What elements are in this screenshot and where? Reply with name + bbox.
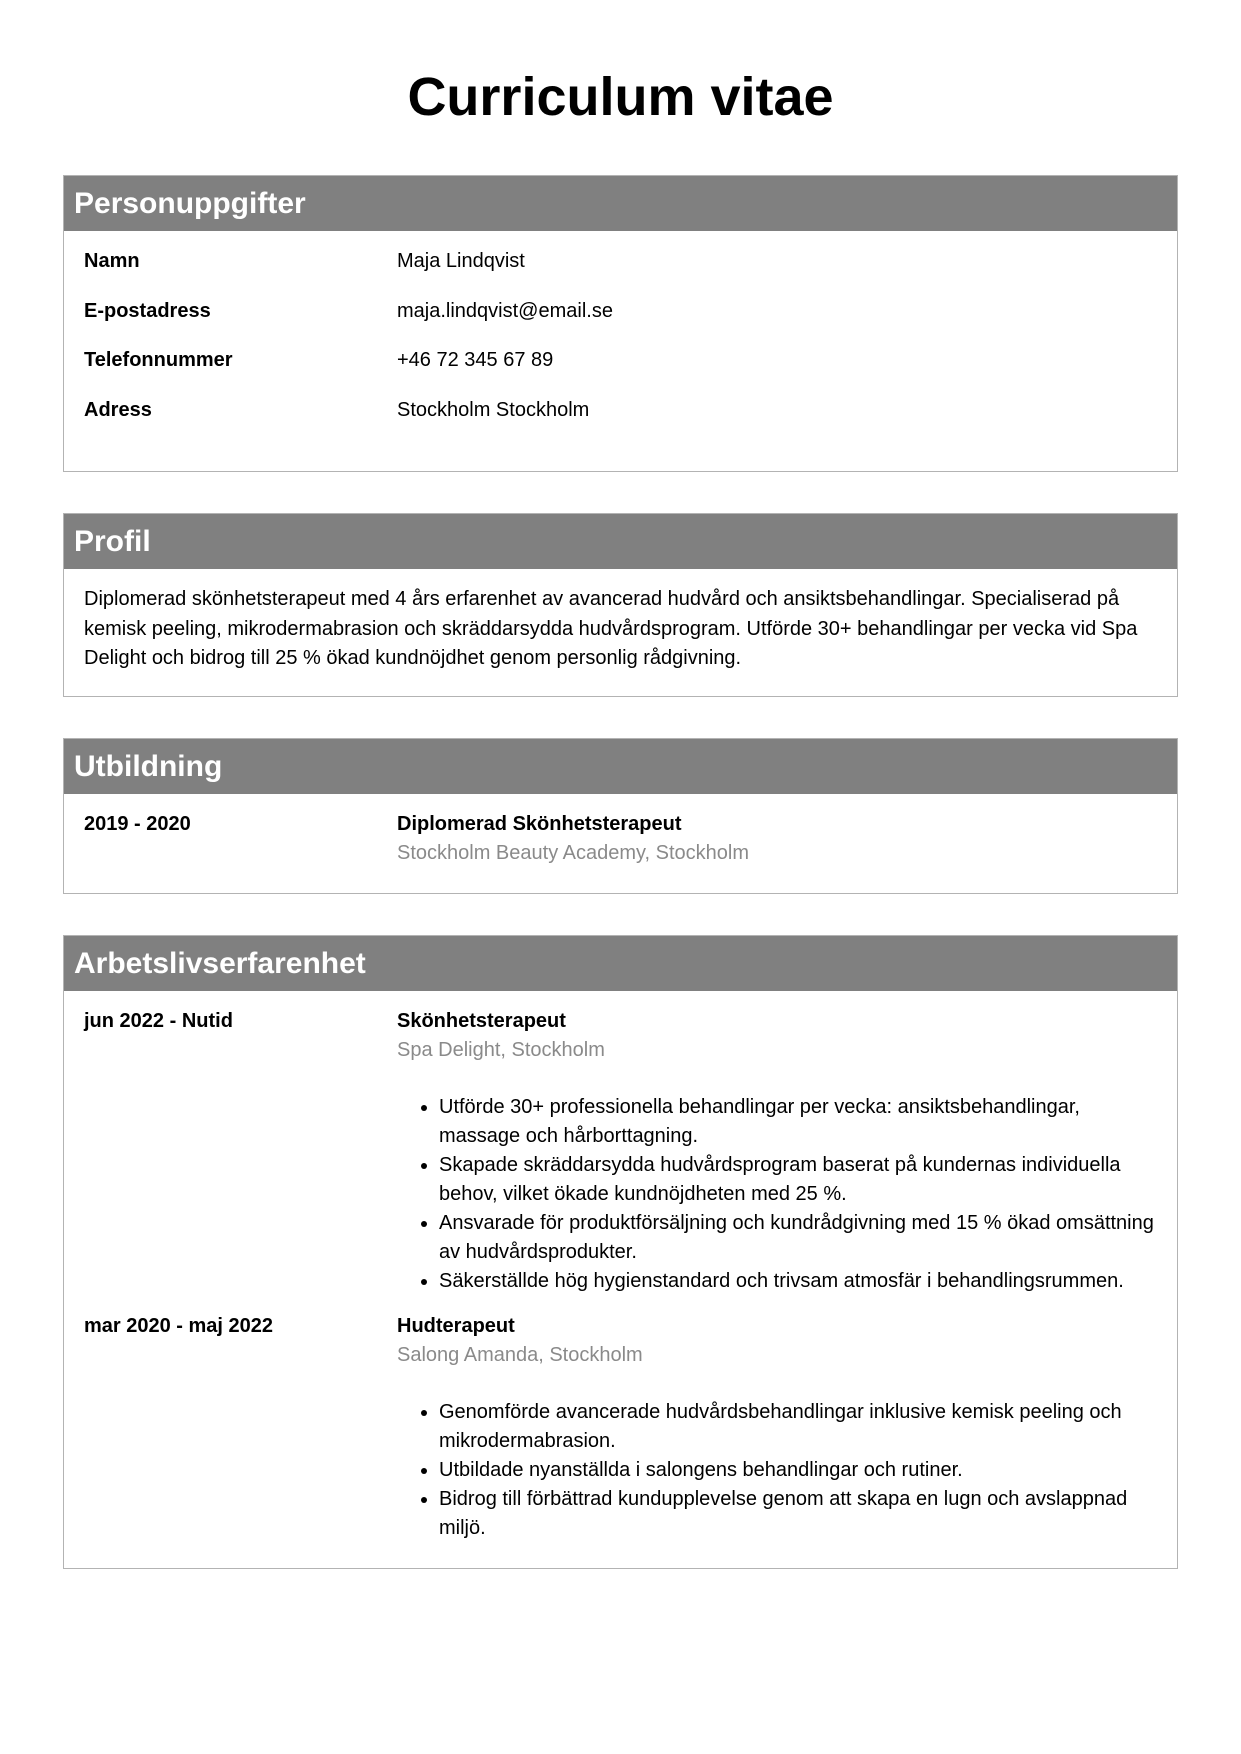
personal-row-email <box>84 297 1157 326</box>
experience-period: jun 2022 - Nutid <box>84 1010 233 1032</box>
bullet-item: • Bidrog till förbättrad kundupplevelse genom att skapa en lugn och avslappnad miljö. <box>439 1485 1157 1543</box>
value-address: Stockholm Stockholm <box>397 398 590 421</box>
section-profile <box>63 513 1178 697</box>
experience-title: Hudterapeut <box>397 1315 515 1337</box>
experience-bullets <box>397 1093 1157 1296</box>
bullet-item: • Utbildade nyanställda i salongens behandlingar och rutiner. <box>439 1456 1157 1485</box>
experience-title: Skönhetsterapeut <box>397 1010 566 1032</box>
profile-text: Diplomerad skönhetsterapeut med 4 års erfarenhet av avancerad hudvård och ansiktsbehandlingar. Specialiserad på kemisk peeling, mikrodermabrasion och skräddarsydda hudvårdsprogram. Utförde 30+ behandlingar per vecka vid Spa Delight och bidrog till 25 % ökad kundnöjdhet genom personlig rådgivning. <box>84 588 1138 669</box>
section-heading-profile: Profil <box>64 514 1177 569</box>
education-item <box>84 810 1157 868</box>
bullet-item: • Säkerställde hög hygienstandard och trivsam atmosfär i behandlingsrummen. <box>439 1267 1157 1296</box>
personal-row-name <box>84 247 1157 276</box>
personal-row-address <box>84 396 1157 425</box>
label-email: E-postadress <box>84 299 211 322</box>
experience-place: Salong Amanda, Stockholm <box>397 1344 643 1366</box>
education-title: Diplomerad Skönhetsterapeut <box>397 813 682 835</box>
label-name: Namn <box>84 250 140 272</box>
experience-bullets <box>397 1398 1157 1543</box>
value-phone: +46 72 345 67 89 <box>397 349 554 371</box>
experience-item <box>84 1007 1157 1296</box>
bullet-item: • Utförde 30+ professionella behandlingar per vecka: ansiktsbehandlingar, massage och hårborttagning. <box>439 1093 1157 1151</box>
label-address: Adress <box>84 398 152 421</box>
experience-place: Spa Delight, Stockholm <box>397 1039 605 1061</box>
section-heading-education: Utbildning <box>64 739 1177 794</box>
page-title: Curriculum vitae <box>407 67 834 127</box>
experience-item <box>84 1312 1157 1543</box>
experience-period: mar 2020 - maj 2022 <box>84 1315 274 1337</box>
personal-row-phone <box>84 346 1157 375</box>
section-heading-personal: Personuppgifter <box>64 176 1177 231</box>
education-period: 2019 - 2020 <box>84 813 191 835</box>
education-place: Stockholm Beauty Academy, Stockholm <box>397 842 750 864</box>
bullet-item: • Skapade skräddarsydda hudvårdsprogram baserat på kundernas individuella behov, vilket ökade kundnöjdheten med 25 %. <box>439 1151 1157 1209</box>
section-heading-experience: Arbetslivserfarenhet <box>64 936 1177 991</box>
value-email: maja.lindqvist@email.se <box>397 299 613 322</box>
label-phone: Telefonnummer <box>84 349 233 371</box>
bullet-item: • Genomförde avancerade hudvårdsbehandlingar inklusive kemisk peeling och mikrodermabrasion. <box>439 1398 1157 1456</box>
section-experience <box>63 935 1178 1569</box>
section-education <box>63 738 1178 894</box>
bullet-item: • Ansvarade för produktförsäljning och kundrådgivning med 15 % ökad omsättning av hudvårdsprodukter. <box>439 1209 1157 1267</box>
value-name: Maja Lindqvist <box>397 250 525 272</box>
section-personal <box>63 175 1178 472</box>
